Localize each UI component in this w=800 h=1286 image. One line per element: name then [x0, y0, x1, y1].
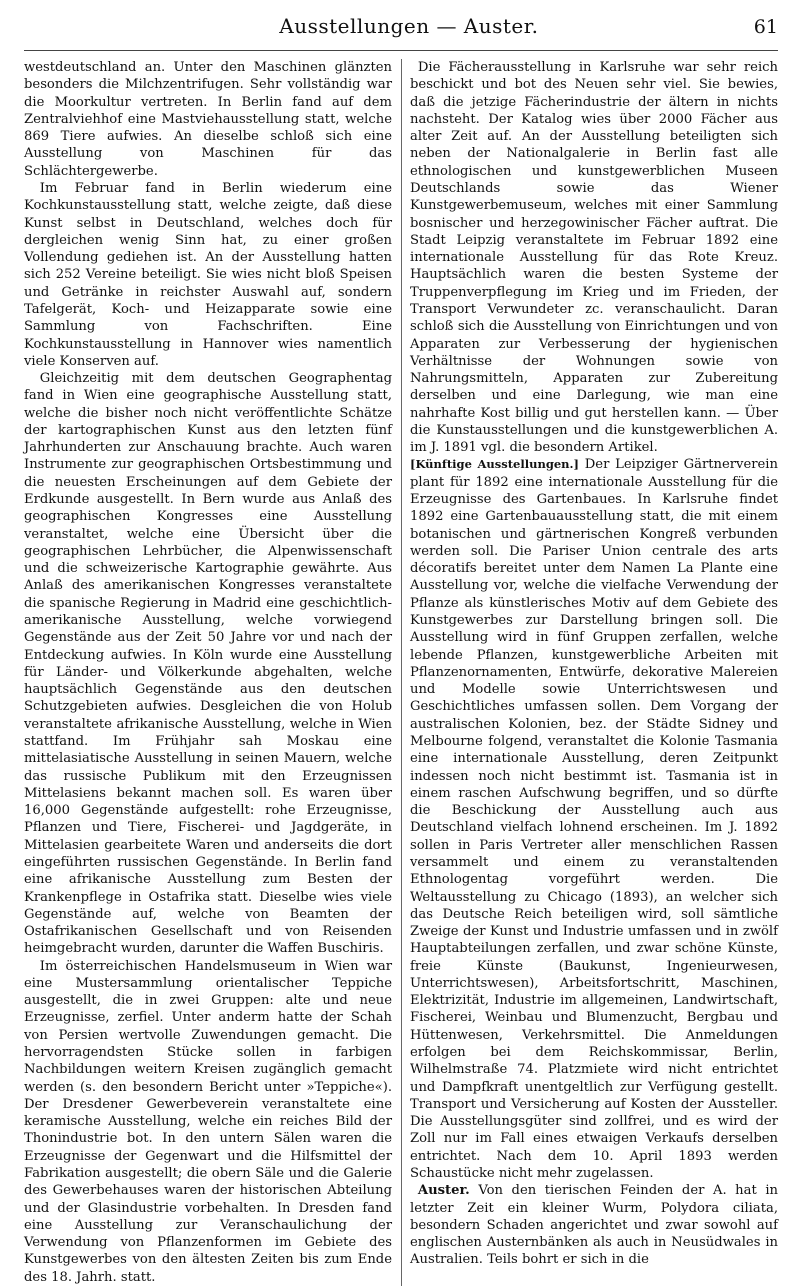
left-column: [24, 59, 392, 1286]
section-heading: [Künftige Ausstellungen.]: [410, 457, 579, 472]
right-column: [410, 59, 778, 1286]
paragraph: Im Februar fand in Berlin wiederum eine Kochkunstausstellung statt, welche zeigte, daß diese Kunst selbst in Deutschland, welches doch für dergleichen wenig Sinn hat, zu einer großen Vollendung gediehen ist. An der Ausstellung hatten sich 252 Vereine beteiligt. Sie wies nicht bloß Speisen und Getränke in reichster Auswahl auf, sondern Tafelgerät, Koch- und Heizapparate sowie eine Sammlung von Fachschriften. Eine Kochkunstausstellung in Hannover wies namentlich viele Konserven auf.: [24, 180, 392, 369]
entry-heading: Auster.: [417, 1183, 470, 1199]
page-number: 61: [753, 16, 778, 38]
paragraph-auster: [410, 1182, 778, 1268]
running-header: [24, 14, 778, 51]
paragraph-kuenftige-ausstellungen: [410, 456, 778, 1182]
text-columns: [24, 59, 778, 1286]
header-title: Ausstellungen — Auster.: [279, 14, 539, 38]
paragraph: westdeutschland an. Unter den Maschinen glänzten besonders die Milchzentrifugen. Sehr vollständig war die Moorkultur vertreten. In Berlin fand auf dem Zentralviehhof eine Mastviehausstellung statt, welche 869 Tiere aufwies. An dieselbe schloß sich eine Ausstellung von Maschinen für das Schlächtergewerbe.: [24, 60, 392, 179]
section-text: Der Leipziger Gärtnerverein plant für 1892 eine internationale Ausstellung für die Erzeugnisse des Gartenbaues. In Karlsruhe findet 1892 eine Gartenbauausstellung statt, die mit einem botanischen und gärtnerischen Kongreß verbunden werden soll. Die Pariser Union centrale des arts décoratifs bereitet unter dem Namen La Plante eine Ausstellung vor, welche die vielfache Verwendung der Pflanze als künstlerisches Motiv auf dem Gebiete des Kunstgewerbes zur Darstellung bringen soll. Die Ausstellung wird in fünf Gruppen zerfallen, welche lebende Pflanzen, kunstgewerbliche Arbeiten mit Pflanzenornamenten, Entwürfe, dekorative Malereien und Modelle sowie Unterrichtswesen und Geschichtliches umfassen sollen. Dem Vorgang der australischen Kolonien, bez. der Städte Sidney und Melbourne folgend, veranstaltet die Kolonie Tasmania eine internationale Ausstellung, deren Zeitpunkt indessen noch nicht bestimmt ist. Tasmania ist in einem raschen Aufschwung begriffen, und so dürfte die Beschickung der Ausstellung auch aus Deutschland vielfach lohnend erscheinen. Im J. 1892 sollen in Paris Vertreter aller menschlichen Rassen versammelt und einem zu veranstaltenden Ethnologentag vorgeführt werden. Die Weltausstellung zu Chicago (1893), an welcher sich das Deutsche Reich beteiligen wird, soll sämtliche Zweige der Kunst und Industrie umfassen und in zwölf Hauptabteilungen zerfallen, und zwar schöne Künste, freie Künste (Baukunst, Ingenieurwesen, Unterrichtswesen), Arbeitsfortschritt, Maschinen, Elektrizität, Industrie im allgemeinen, Landwirtschaft, Fischerei, Weinbau und Blumenzucht, Bergbau und Hüttenwesen, Verkehrsmittel. Die Anmeldungen erfolgen bei dem Reichskommissar, Berlin, Wilhelmstraße 74. Platzmiete wird nicht entrichtet und Dampfkraft unentgeltlich zur Verfügung gestellt. Transport und Versicherung auf Kosten der Aussteller. Die Ausstellungsgüter sind zollfrei, und es wird der Zoll nur im Fall eines etwaigen Verkaufs derselben entrichtet. Nach dem 10. April 1893 werden Schaustücke nicht mehr zugelassen.: [410, 457, 778, 1181]
paragraph: Die Fächerausstellung in Karlsruhe war sehr reich beschickt und bot des Neuen sehr viel. Sie bewies, daß die jetzige Fächerindustrie der ältern in nichts nachsteht. Der Katalog wies über 2000 Fächer aus alter Zeit auf. An der Ausstellung beteiligten sich neben der Nationalgalerie in Berlin fast alle ethnologischen und kunstgewerblichen Museen Deutschlands sowie das Wiener Kunstgewerbemuseum, welches mit einer Sammlung bosnischer und herzegowinischer Fächer auftrat. Die Stadt Leipzig veranstaltete im Februar 1892 eine internationale Ausstellung für das Rote Kreuz. Hauptsächlich waren die besten Systeme der Truppenverpflegung im Krieg und im Frieden, der Transport Verwundeter zc. veranschaulicht. Daran schloß sich die Ausstellung von Einrichtungen und von Apparaten zur Verbesserung der hygienischen Verhältnisse der Wohnungen sowie von Nahrungsmitteln, Apparaten zur Zubereitung derselben und eine Darlegung, wie man eine nahrhafte Kost billig und gut herstellen kann. — Über die Kunstausstellungen und die kunstgewerblichen A. im J. 1891 vgl. die besondern Artikel.: [410, 60, 778, 456]
paragraph: Im österreichischen Handelsmuseum in Wien war eine Mustersammlung orientalischer Teppiche ausgestellt, die in zwei Gruppen: alte und neue Erzeugnisse, zerfiel. Unter anderm hatte der Schah von Persien wertvolle Zuwendungen gemacht. Die hervorragendsten Stücke sollen in farbigen Nachbildungen weitern Kreisen zugänglich gemacht werden (s. den besondern Bericht unter »Teppiche«). Der Dresdener Gewerbeverein veranstaltete eine keramische Ausstellung, welche ein reiches Bild der Thonindustrie bot. In den untern Sälen waren die Erzeugnisse der Gegenwart und die Hilfsmittel der Fabrikation ausgestellt; die obern Säle und die Galerie des Gewerbehauses waren der historischen Abteilung und der Glasindustrie vorbehalten. In Dresden fand eine Ausstellung zur Veranschaulichung der Verwendung von Pflanzenformen im Gebiete des Kunstgewerbes von den ältesten Zeiten bis zum Ende des 18. Jahrh. statt.: [24, 958, 392, 1285]
paragraph: Gleichzeitig mit dem deutschen Geographentag fand in Wien eine geographische Ausstellung statt, welche die bisher noch nicht veröffentlichte Schätze der kartographischen Kunst aus den letzten fünf Jahrhunderten zur Anschauung brachte. Auch waren Instrumente zur geographischen Ortsbestimmung und die neuesten Erscheinungen auf dem Gebiete der Erdkunde ausgestellt. In Bern wurde aus Anlaß des geographischen Kongresses eine Ausstellung veranstaltet, welche eine Übersicht über die geographischen Lehrbücher, die Alpenwissenschaft und die schweizerische Kartographie gewährte. Aus Anlaß des amerikanischen Kongresses veranstaltete die spanische Regierung in Madrid eine geschichtlich-amerikanische Ausstellung, welche vorwiegend Gegenstände aus der Zeit 50 Jahre vor und nach der Entdeckung aufwies. In Köln wurde eine Ausstellung für Länder- und Völkerkunde abgehalten, welche hauptsächlich Gegenstände aus den deutschen Schutzgebieten aufwies. Desgleichen die von Holub veranstaltete afrikanische Ausstellung, welche in Wien stattfand. Im Frühjahr sah Moskau eine mittelasiatische Ausstellung in seinen Mauern, welche das russische Publikum mit den Erzeugnissen Mittelasiens bekannt machen soll. Es waren über 16,000 Gegenstände aufgestellt: rohe Erzeugnisse, Pflanzen und Tiere, Fischerei- und Jagdgeräte, in Mittelasien gearbeitete Waren und anderseits die dort eingeführten russischen Gegenstände. In Berlin fand eine afrikanische Ausstellung zum Besten der Krankenpflege in Ostafrika statt. Dieselbe wies viele Gegenstände auf, welche von Beamten der Ostafrikanischen Gesellschaft und von Reisenden heimgebracht wurden, darunter die Waffen Buschiris.: [24, 371, 392, 957]
entry-text: Von den tierischen Feinden der A. hat in letzter Zeit ein kleiner Wurm, Polydora ciliata, besondern Schaden angerichtet und zwar sowohl auf englischen Austernbänken als auch in Neusüdwales in Australien. Teils bohrt er sich in die: [410, 1183, 778, 1268]
